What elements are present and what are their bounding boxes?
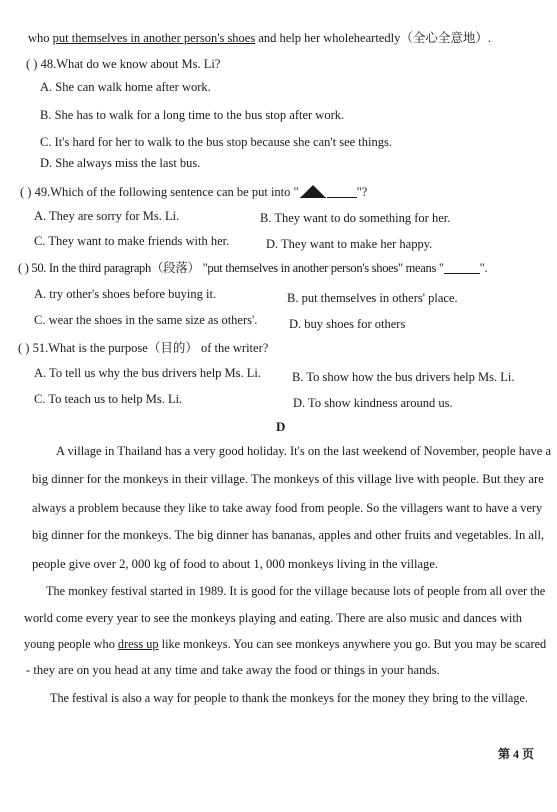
top-line-post: and help her wholeheartedly（全心全意地）. xyxy=(255,31,491,45)
q51-stem: ( ) 51.What is the purpose（目的） of the writer? xyxy=(18,341,269,355)
q49-option-c: C. They want to make friends with her. xyxy=(34,234,230,248)
q48-option-a: A. She can walk home after work. xyxy=(40,80,211,94)
para2-line4: - they are on you head at any time and take away the food or things in your hands. xyxy=(26,663,440,677)
para2-line3-post: like monkeys. You can see monkeys anywhere you go. But you may be scared xyxy=(158,637,547,651)
q49-stem-post: "? xyxy=(356,185,368,199)
q49-stem xyxy=(20,184,367,200)
q49-stem-pre: ( ) 49.Which of the following sentence can be put into " xyxy=(20,185,299,199)
q50-option-c: C. wear the shoes in the same size as others'. xyxy=(34,313,258,327)
para1-line1: A village in Thailand has a very good holiday. It's on the last weekend of November, people have a xyxy=(56,444,552,458)
q51-option-d: D. To show kindness around us. xyxy=(293,396,453,410)
para1-line5: people give over 2, 000 kg of food to about 1, 000 monkeys living in the village. xyxy=(32,557,439,571)
q50-option-d: D. buy shoes for others xyxy=(289,317,406,331)
para1-line2: big dinner for the monkeys in their village. The monkeys of this village live with people. But they are xyxy=(32,472,544,486)
para2-line3-pre: young people who xyxy=(24,637,118,651)
q48-option-c: C. It's hard for her to walk to the bus stop because she can't see things. xyxy=(40,135,392,149)
q50-stem-pre: ( ) 50. In the third paragraph（段落） "put themselves in another person's shoes" means " xyxy=(18,261,444,275)
q50-option-b: B. put themselves in others' place. xyxy=(287,291,458,305)
section-heading: D xyxy=(276,419,286,434)
para1-line4: big dinner for the monkeys. The big dinner has bananas, apples and other fruits and vegetables. In all, xyxy=(32,528,545,542)
q49-option-a: A. They are sorry for Ms. Li. xyxy=(34,209,180,223)
q49-option-d: D. They want to make her happy. xyxy=(266,237,433,251)
q50-blank xyxy=(444,261,480,274)
top-line-underlined: put themselves in another person's shoes xyxy=(52,31,256,45)
top-line xyxy=(28,30,491,46)
para1-line3: always a problem because they like to take away food from people. So the villagers want to have a very xyxy=(32,501,543,515)
q49-option-b: B. They want to do something for her. xyxy=(260,211,451,225)
page-number: 第 4 页 xyxy=(498,747,535,761)
q50-stem xyxy=(18,260,487,276)
q51-option-c: C. To teach us to help Ms. Li. xyxy=(34,392,183,406)
q48-option-b: B. She has to walk for a long time to the bus stop after work. xyxy=(40,108,345,122)
q49-blank xyxy=(327,185,357,198)
top-line-pre: who xyxy=(28,31,53,45)
para2-line3 xyxy=(24,636,546,652)
triangle-blank-icon xyxy=(300,185,326,198)
q48-stem: ( ) 48.What do we know about Ms. Li? xyxy=(26,57,221,71)
q50-option-a: A. try other's shoes before buying it. xyxy=(34,287,217,301)
para2-line1: The monkey festival started in 1989. It is good for the village because lots of people from all over the xyxy=(46,584,546,598)
q51-option-a: A. To tell us why the bus drivers help Ms. Li. xyxy=(34,366,262,380)
para2-line3-underlined: dress up xyxy=(117,637,159,651)
para3-line1: The festival is also a way for people to thank the monkeys for the money they bring to the village. xyxy=(50,691,528,705)
q50-stem-post: ". xyxy=(479,261,488,275)
q48-option-d: D. She always miss the last bus. xyxy=(40,156,201,170)
para2-line2: world come every year to see the monkeys playing and eating. There are also music and dances with xyxy=(24,611,522,625)
q51-option-b: B. To show how the bus drivers help Ms. Li. xyxy=(292,370,515,384)
